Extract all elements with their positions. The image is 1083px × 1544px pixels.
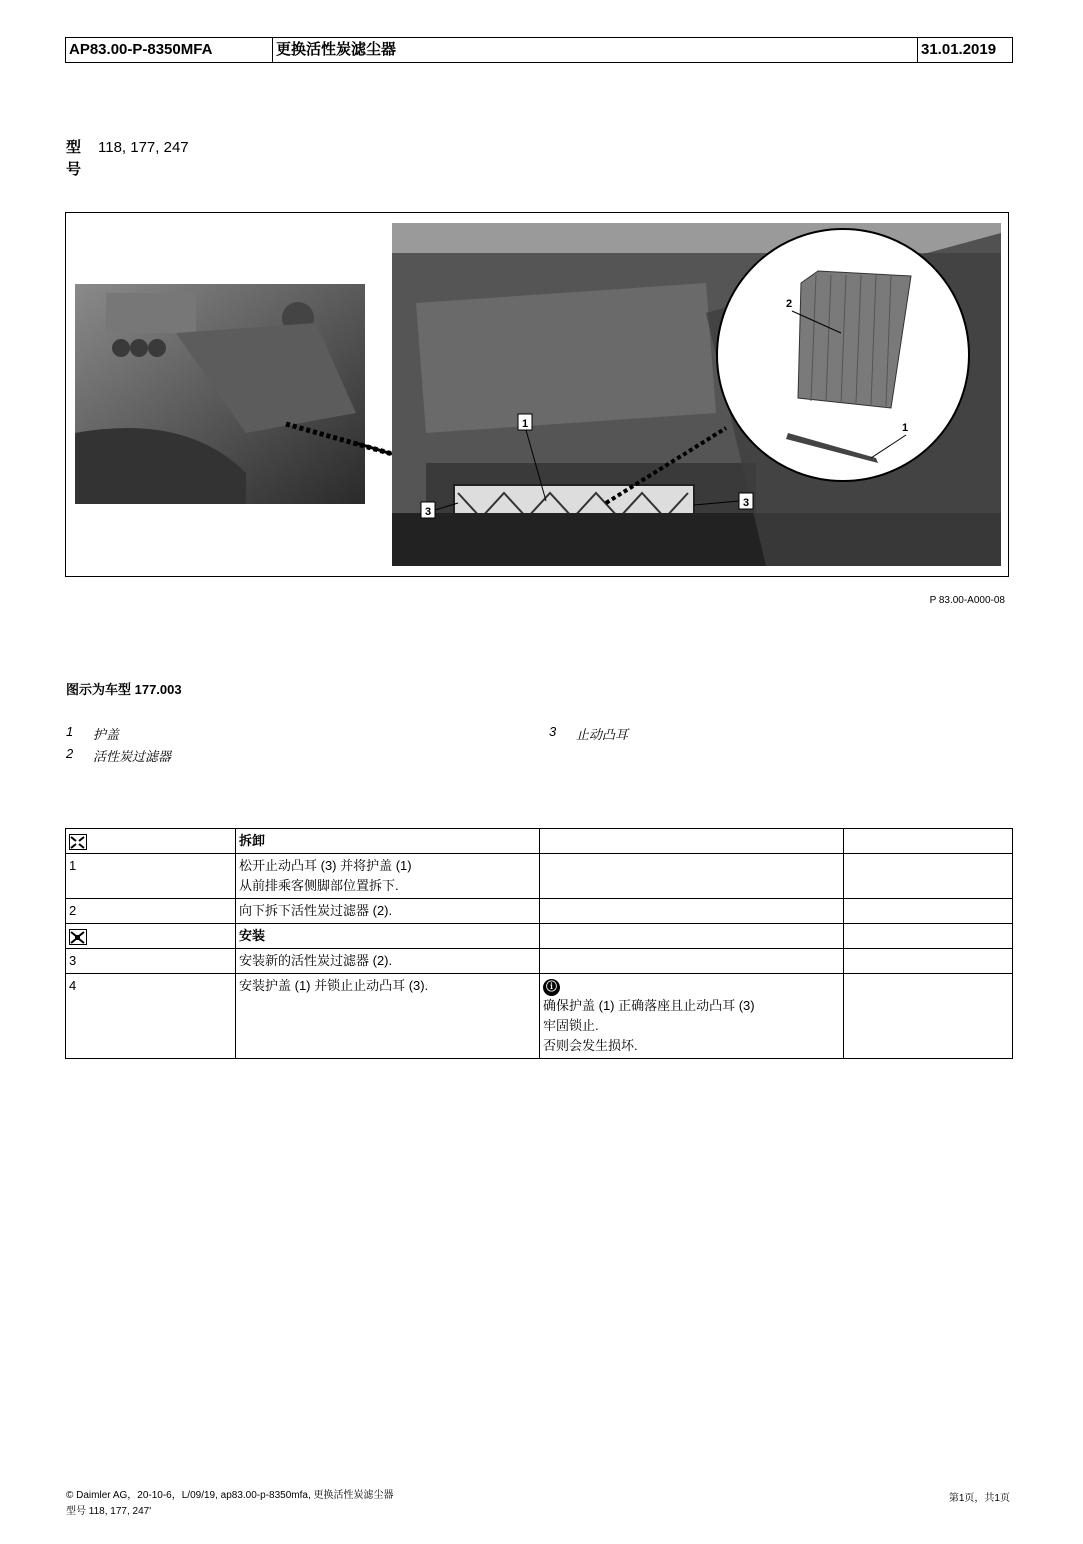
step-text: 安装新的活性炭过滤器 (2). <box>236 949 540 974</box>
document-header <box>65 37 1013 63</box>
step-text: 安装护盖 (1) 并锁止止动凸耳 (3). <box>236 974 540 1059</box>
figure-caption: 图示为车型 177.003 <box>66 682 182 697</box>
step-note: ⓘ 确保护盖 (1) 正确落座且止动凸耳 (3) 牢固锁止. 否则会发生损坏. <box>540 974 844 1059</box>
doc-title: 更换活性炭滤尘器 <box>273 38 918 62</box>
dashboard-overview-image <box>75 284 365 504</box>
step-text: 从前排乘客侧脚部位置拆下. <box>239 878 399 893</box>
model-label: 型号 <box>66 139 82 178</box>
footer-line-2: 型号 118, 177, 247' <box>66 1506 152 1517</box>
step-row <box>66 899 1013 924</box>
step-text: 松开止动凸耳 (3) 并将护盖 (1) <box>239 858 412 873</box>
svg-text:3: 3 <box>424 506 432 518</box>
legend-item-2: 2 活性炭过滤器 <box>66 746 172 764</box>
install-icon <box>69 929 87 945</box>
doc-date: 31.01.2019 <box>921 41 997 58</box>
step-number: 2 <box>66 899 236 924</box>
step-row <box>66 949 1013 974</box>
install-label: 安装 <box>236 924 540 949</box>
illustration <box>66 213 1008 576</box>
legend-item-1: 1 护盖 <box>66 724 120 742</box>
figure-frame <box>65 212 1009 577</box>
svg-text:3: 3 <box>742 497 750 509</box>
removal-section-row <box>66 829 1013 854</box>
step-number: 3 <box>66 949 236 974</box>
page-number: 第1页，共1页 <box>948 1493 1010 1504</box>
legend-item-3: 3 止动凸耳 <box>549 724 629 742</box>
svg-text:1: 1 <box>521 418 529 430</box>
step-row <box>66 854 1013 899</box>
info-icon: ⓘ <box>543 979 560 996</box>
figure-code: P 83.00-A000-08 <box>929 595 1005 606</box>
svg-text:2: 2 <box>786 298 793 310</box>
step-number: 4 <box>66 974 236 1059</box>
removal-icon <box>69 834 87 850</box>
model-values: 118, 177, 247 <box>98 139 189 156</box>
removal-label: 拆卸 <box>236 829 540 854</box>
step-number: 1 <box>66 854 236 899</box>
magnified-inset <box>717 229 969 481</box>
footer-line-1: © Daimler AG，20-10-6，L/09/19, ap83.00-p-8350mfa, 更换活性炭滤尘器 <box>66 1490 394 1501</box>
step-text: 向下拆下活性炭过滤器 (2). <box>236 899 540 924</box>
step-row <box>66 974 1013 1059</box>
doc-id: AP83.00-P-8350MFA <box>66 38 273 62</box>
install-section-row <box>66 924 1013 949</box>
procedure-table <box>65 828 1013 1059</box>
svg-text:1: 1 <box>902 422 909 434</box>
